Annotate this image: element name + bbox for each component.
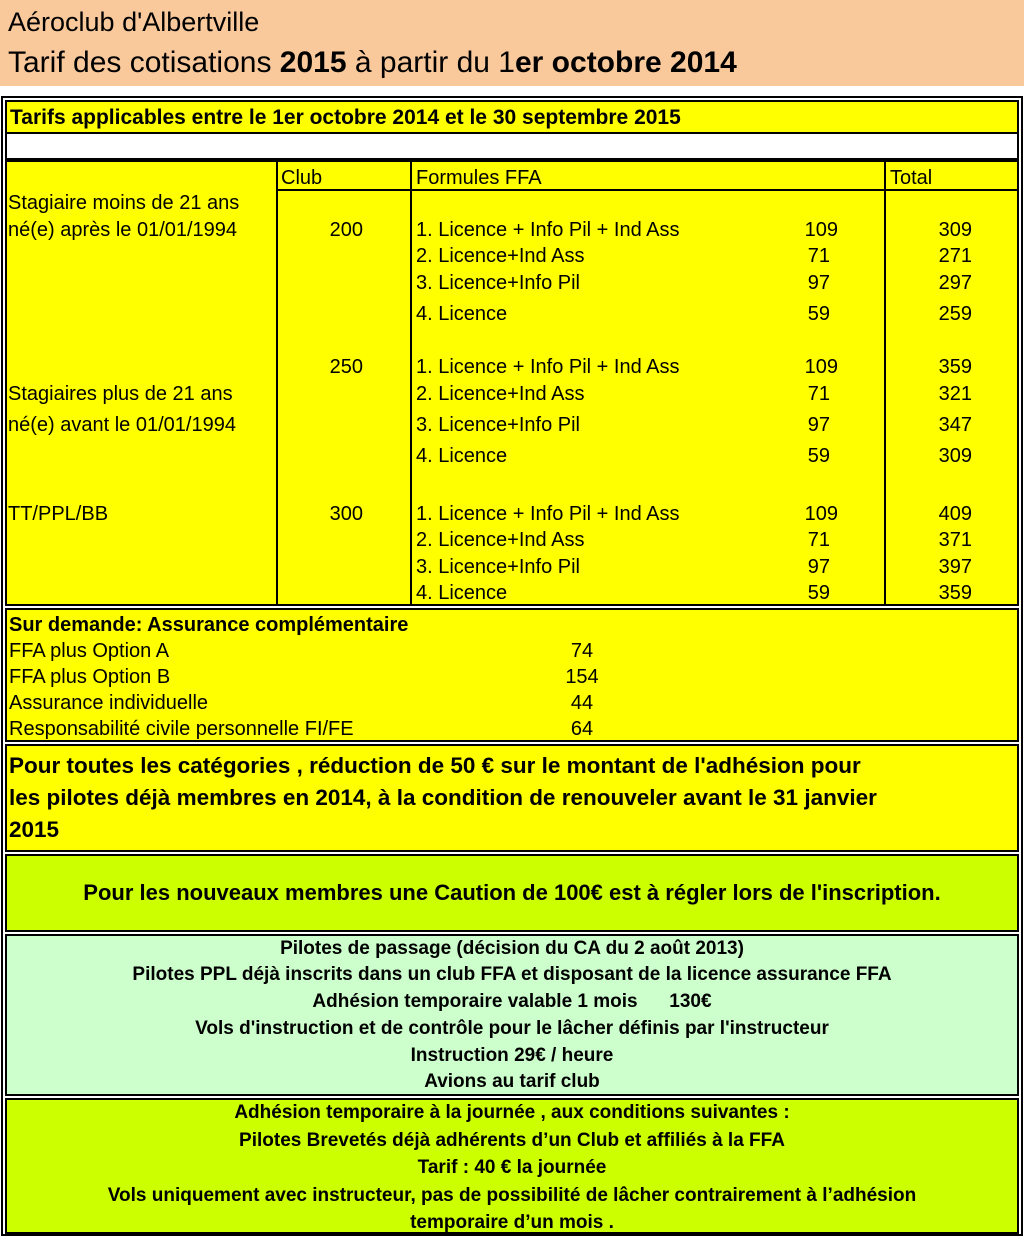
category-birth: né(e) après le 01/01/1994 — [8, 219, 238, 241]
ffa-price: 59 — [807, 582, 830, 604]
header-club: Club — [281, 167, 323, 189]
total-price: 409 — [938, 503, 972, 525]
formule: 1. Licence + Info Pil + Ind Ass — [416, 356, 680, 378]
category-label: TT/PPL/BB — [8, 503, 109, 525]
caution-text: Pour les nouveaux membres une Caution de 100€ est à régler lors de l'inscription. — [83, 880, 941, 905]
category-label: Stagiaire moins de 21 ans — [8, 192, 240, 214]
reduction-line: Pour toutes les catégories , réduction de 50 € sur le montant de l'adhésion pour — [9, 753, 861, 778]
category-birth: né(e) avant le 01/01/1994 — [8, 414, 236, 436]
ffa-price: 97 — [807, 272, 830, 294]
journee-line: temporaire d’un mois . — [410, 1212, 614, 1233]
journee-line: Pilotes Brevetés déjà adhérents d’un Club et affiliés à la FFA — [239, 1130, 785, 1151]
reduction-line: les pilotes déjà membres en 2014, à la condition de renouveler avant le 31 janvier — [9, 785, 877, 810]
ffa-price: 71 — [807, 245, 830, 267]
assurance-title: Sur demande: Assurance complémentaire — [9, 614, 409, 636]
club-name: Aéroclub d'Albertville — [8, 7, 260, 37]
tarifs-title-bar — [5, 100, 1019, 134]
club-price: 250 — [329, 356, 363, 378]
total-price: 321 — [938, 383, 972, 405]
ffa-price: 109 — [804, 503, 838, 525]
title-date: er octobre 2014 — [514, 46, 737, 79]
formule: 4. Licence — [416, 582, 508, 604]
title-part-a: Tarif des cotisations — [8, 46, 280, 79]
total-price: 347 — [938, 414, 972, 436]
passage-line: Pilotes PPL déjà inscrits dans un club FFA et disposant de la licence assurance FFA — [132, 964, 892, 985]
passage-section — [5, 934, 1019, 1096]
formule: 3. Licence+Info Pil — [416, 272, 580, 294]
assurance-value: 44 — [570, 692, 594, 714]
reduction-section — [5, 744, 1019, 852]
formule: 4. Licence — [416, 303, 508, 325]
page-header — [0, 0, 1024, 86]
assurance-value: 74 — [570, 640, 594, 662]
ffa-price: 109 — [804, 356, 838, 378]
total-price: 271 — [938, 245, 972, 267]
blank-row — [5, 132, 1019, 160]
club-price: 200 — [329, 219, 363, 241]
club-price: 300 — [329, 503, 363, 525]
journee-line: Adhésion temporaire à la journée , aux conditions suivantes : — [234, 1102, 790, 1123]
assurance-label: Responsabilité civile personnelle FI/FE — [9, 718, 354, 740]
ffa-price: 59 — [807, 445, 830, 467]
assurance-section — [5, 608, 1019, 742]
formule: 1. Licence + Info Pil + Ind Ass — [416, 503, 680, 525]
formule: 2. Licence+Ind Ass — [416, 383, 585, 405]
journee-section — [5, 1098, 1019, 1234]
ffa-price: 97 — [807, 556, 830, 578]
formule: 2. Licence+Ind Ass — [416, 245, 585, 267]
total-price: 359 — [938, 356, 972, 378]
assurance-label: FFA plus Option B — [9, 666, 171, 688]
passage-line: Avions au tarif club — [424, 1071, 600, 1092]
total-price: 309 — [938, 219, 972, 241]
tarifs-title: Tarifs applicables entre le 1er octobre 2014 et le 30 septembre 2015 — [10, 106, 681, 129]
total-price: 359 — [938, 582, 972, 604]
formule: 3. Licence+Info Pil — [416, 414, 580, 436]
reduction-line: 2015 — [9, 817, 60, 842]
total-price: 309 — [938, 445, 972, 467]
ffa-price: 109 — [804, 219, 838, 241]
title-year: 2015 — [279, 46, 347, 79]
assurance-label: FFA plus Option A — [9, 640, 170, 662]
journee-line: Tarif : 40 € la journée — [417, 1157, 607, 1178]
passage-line: Pilotes de passage (décision du CA du 2 août 2013) — [280, 938, 744, 959]
passage-line: Vols d'instruction et de contrôle pour le lâcher définis par l'instructeur — [195, 1018, 829, 1039]
formule: 2. Licence+Ind Ass — [416, 529, 585, 551]
ffa-price: 71 — [807, 383, 830, 405]
ffa-price: 59 — [807, 303, 830, 325]
ffa-price: 71 — [807, 529, 830, 551]
total-price: 259 — [938, 303, 972, 325]
header-formules: Formules FFA — [416, 167, 542, 189]
caution-section — [5, 854, 1019, 932]
total-price: 371 — [938, 529, 972, 551]
col-divider-formules — [410, 160, 412, 606]
total-price: 397 — [938, 556, 972, 578]
page-title — [8, 46, 737, 80]
assurance-value: 64 — [570, 718, 594, 740]
assurance-value: 154 — [565, 666, 599, 688]
formule: 4. Licence — [416, 445, 508, 467]
formule: 1. Licence + Info Pil + Ind Ass — [416, 219, 680, 241]
passage-line: Adhésion temporaire valable 1 mois 130€ — [312, 991, 712, 1012]
ffa-price: 97 — [807, 414, 830, 436]
assurance-label: Assurance individuelle — [9, 692, 209, 714]
title-part-c: à partir du 1 — [346, 46, 515, 79]
total-price: 297 — [938, 272, 972, 294]
passage-line: Instruction 29€ / heure — [410, 1045, 614, 1066]
col-divider-club — [276, 160, 278, 606]
col-divider-total — [884, 160, 886, 606]
category-label: Stagiaires plus de 21 ans — [8, 383, 233, 405]
formule: 3. Licence+Info Pil — [416, 556, 580, 578]
header-total: Total — [890, 167, 933, 189]
journee-line: Vols uniquement avec instructeur, pas de possibilité de lâcher contrairement à l’adhésion — [107, 1185, 917, 1206]
